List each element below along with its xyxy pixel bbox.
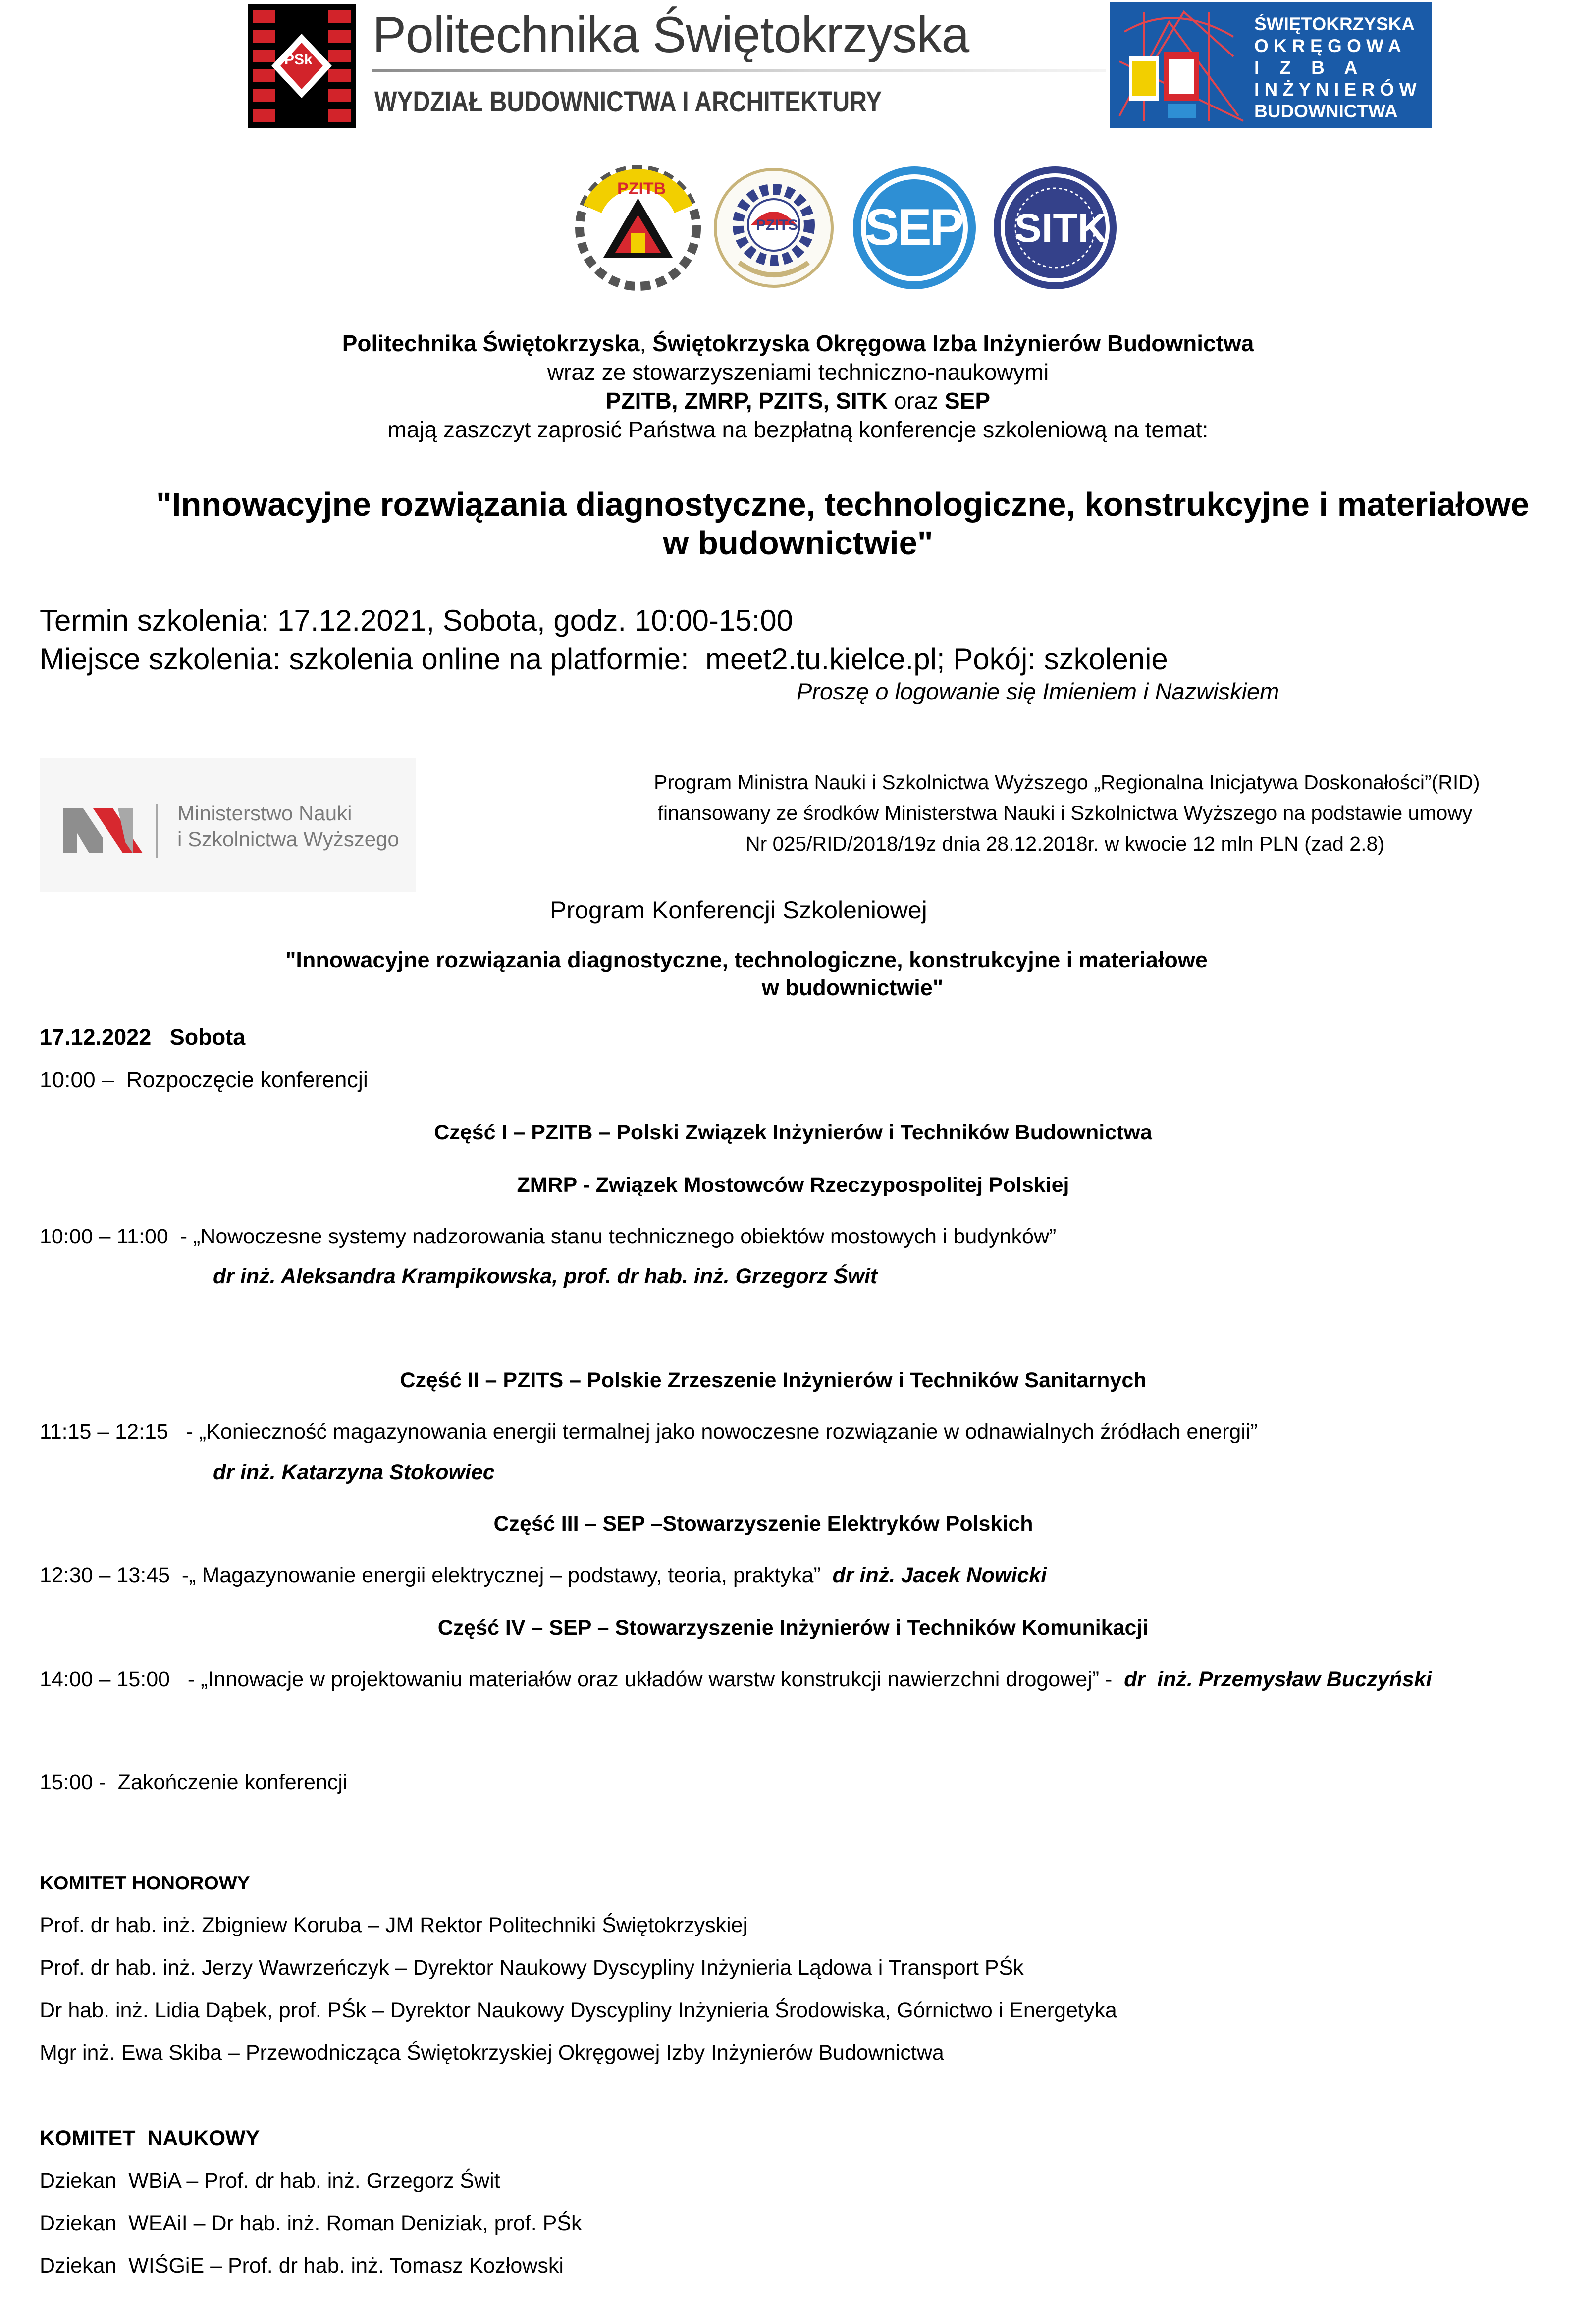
intro-organizers xyxy=(0,330,1596,357)
ministry-program xyxy=(654,767,1480,859)
pzits-logo xyxy=(709,163,838,292)
part1-heading: Część I – PZITB – Polski Związek Inżynierów i Techników Budownictwa xyxy=(434,1121,1152,1144)
talk2: 11:15 – 12:15 - „Konieczność magazynowania energii termalnej jako nowoczesne rozwiązanie w odnawialnych źródłach energii” xyxy=(40,1420,1258,1444)
honorary-member: Prof. dr hab. inż. Zbigniew Koruba – JM Rektor Politechniki Świętokrzyskiej xyxy=(40,1913,748,1937)
program-line3: Nr 025/RID/2018/19z dnia 28.12.2018r. w kwocie 12 mln PLN (zad 2.8) xyxy=(745,832,1384,855)
pzitb-logo-text: PZITB xyxy=(617,179,666,198)
program-closing: 15:00 - Zakończenie konferencji xyxy=(40,1771,348,1794)
ministry-logo-line1: Ministerstwo Nauki xyxy=(177,802,352,825)
faculty-name: WYDZIAŁ BUDOWNICTWA I ARCHITEKTURY xyxy=(374,86,882,118)
talk4 xyxy=(40,1667,1432,1692)
talk1-speakers: dr inż. Aleksandra Krampikowska, prof. dr hab. inż. Grzegorz Świt xyxy=(213,1264,878,1288)
main-title-line1: "Innowacyjne rozwiązania diagnostyczne, technologiczne, konstrukcyjne i materiałowe xyxy=(156,486,1530,523)
event-place: Miejsce szkolenia: szkolenia online na platformie: meet2.tu.kielce.pl; Pokój: szkolenie xyxy=(40,643,1168,676)
program-day: 17.12.2022 Sobota xyxy=(40,1024,246,1050)
talk2-speaker: dr inż. Katarzyna Stokowiec xyxy=(213,1460,495,1484)
header-divider xyxy=(372,69,1106,72)
chamber-logo-line3: I Z B A xyxy=(1254,57,1358,78)
psk-logo-letters: PSk xyxy=(284,52,313,68)
program-heading: Program Konferencji Szkoleniowej xyxy=(550,896,927,924)
association-last: SEP xyxy=(945,388,991,414)
organizer-university: Politechnika Świętokrzyska xyxy=(342,330,640,356)
main-title-line2: w budownictwie" xyxy=(663,525,933,562)
scientific-member: Dziekan WEAiI – Dr hab. inż. Roman Deniziak, prof. PŚk xyxy=(40,2211,582,2235)
chamber-logo-line2: O K R Ę G O W A xyxy=(1254,36,1401,56)
talk1: 10:00 – 11:00 - „Nowoczesne systemy nadzorowania stanu technicznego obiektów mostowych i budynków” xyxy=(40,1225,1057,1248)
program-line2: finansowany ze środków Ministerstwa Nauki i Szkolnictwa Wyższego na podstawie umowy xyxy=(657,802,1473,824)
ministry-logo xyxy=(40,758,416,892)
talk4-speaker: dr inż. Przemysław Buczyński xyxy=(1124,1667,1432,1691)
scientific-member: Dziekan WBiA – Prof. dr hab. inż. Grzegorz Świt xyxy=(40,2169,500,2193)
sep-logo-text: SEP xyxy=(865,199,962,256)
part2-heading: Część II – PZITS – Polskie Zrzeszenie Inżynierów i Techników Sanitarnych xyxy=(400,1368,1147,1392)
chamber-logo-line4: I N Ż Y N I E R Ó W xyxy=(1254,79,1417,100)
honorary-member: Mgr inż. Ewa Skiba – Przewodnicząca Świętokrzyskiej Okręgowej Izby Inżynierów Budownictwa xyxy=(40,2041,944,2065)
ministry-logo-line2: i Szkolnictwa Wyższego xyxy=(177,827,399,851)
university-name: Politechnika Świętokrzyska xyxy=(372,6,969,63)
pzits-logo-text: PZITS xyxy=(756,217,798,233)
association-list: PZITB, ZMRP, PZITS, SITK xyxy=(605,388,888,414)
scientific-member: Dziekan WIŚGiE – Prof. dr hab. inż. Tomasz Kozłowski xyxy=(40,2254,564,2278)
part1-subheading: ZMRP - Związek Mostowców Rzeczypospolitej Polskiej xyxy=(517,1173,1069,1197)
talk3-speaker: dr inż. Jacek Nowicki xyxy=(832,1563,1047,1587)
honorary-member: Dr hab. inż. Lidia Dąbek, prof. PŚk – Dyrektor Naukowy Dyscypliny Inżynieria Środowiska, Górnictwo i Energetyka xyxy=(40,1998,1117,2022)
intro-line4: mają zaszczyt zaprosić Państwa na bezpłatną konferencje szkoleniową na temat: xyxy=(387,417,1209,442)
pzitb-logo xyxy=(574,163,702,292)
honorary-member: Prof. dr hab. inż. Jerzy Wawrzeńczyk – Dyrektor Naukowy Dyscypliny Inżynieria Lądowa i Transport PŚk xyxy=(40,1956,1024,1980)
part4-heading: Część IV – SEP – Stowarzyszenie Inżynierów i Techników Komunikacji xyxy=(437,1616,1149,1640)
login-note: Proszę o logowanie się Imieniem i Nazwiskiem xyxy=(797,678,1279,704)
organizer-chamber: Świętokrzyska Okręgowa Izba Inżynierów Budownictwa xyxy=(652,330,1254,356)
talk4-title: 14:00 – 15:00 - „Innowacje w projektowaniu materiałów oraz układów warstw konstrukcji nawierzchni drogowej” - xyxy=(40,1667,1124,1691)
sep-logo xyxy=(850,163,979,292)
sitk-logo xyxy=(991,163,1119,292)
program-title-line1: "Innowacyjne rozwiązania diagnostyczne, technologiczne, konstrukcyjne i materiałowe xyxy=(285,947,1208,972)
organizer-separator: , xyxy=(639,330,653,356)
program-title-line2: w budownictwie" xyxy=(761,975,944,1000)
event-date: Termin szkolenia: 17.12.2021, Sobota, godz. 10:00-15:00 xyxy=(40,604,794,637)
chamber-logo-line5: BUDOWNICTWA xyxy=(1254,101,1398,121)
program-line1: Program Ministra Nauki i Szkolnictwa Wyższego „Regionalna Inicjatywa Doskonałości”(RID) xyxy=(654,771,1480,794)
talk3 xyxy=(40,1563,1047,1588)
intro-line2: wraz ze stowarzyszeniami techniczno-naukowymi xyxy=(547,359,1049,385)
intro-associations xyxy=(0,387,1596,414)
association-join: oraz xyxy=(887,388,945,414)
chamber-logo xyxy=(1110,2,1432,128)
honorary-committee-title: KOMITET HONOROWY xyxy=(40,1873,250,1894)
chamber-logo-line1: ŚWIĘTOKRZYSKA xyxy=(1254,14,1415,34)
sitk-logo-text: SITK xyxy=(1014,206,1107,251)
scientific-committee-title: KOMITET NAUKOWY xyxy=(40,2126,260,2150)
program-opening: 10:00 – Rozpoczęcie konferencji xyxy=(40,1067,368,1092)
part3-heading: Część III – SEP –Stowarzyszenie Elektryków Polskich xyxy=(493,1512,1033,1536)
talk3-title: 12:30 – 13:45 -„ Magazynowanie energii elektrycznej – podstawy, teoria, praktyka” xyxy=(40,1563,833,1587)
